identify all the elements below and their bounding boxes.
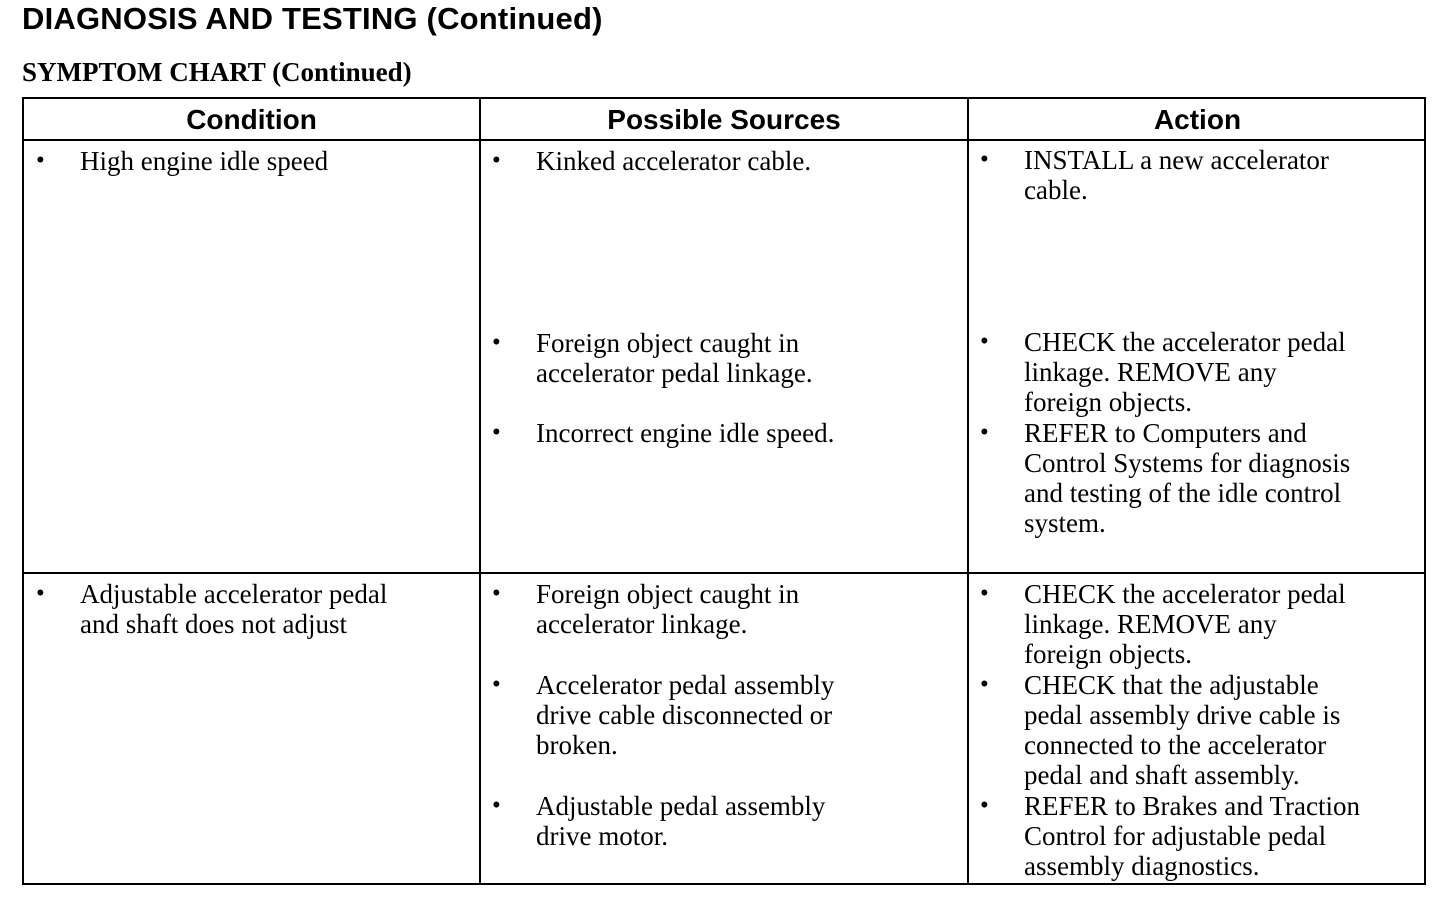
bullet: •: [980, 580, 989, 607]
bullet: •: [492, 580, 501, 607]
bullet: •: [980, 671, 989, 698]
row-divider: [24, 572, 1424, 574]
bullet: •: [492, 792, 501, 819]
source-text: Accelerator pedal assembly drive cable disconnected or broken.: [536, 670, 835, 760]
bullet: •: [980, 792, 989, 819]
condition-text: Adjustable accelerator pedal and shaft does not adjust: [80, 579, 388, 639]
bullet: •: [980, 146, 989, 173]
column-divider: [967, 99, 969, 883]
bullet: •: [980, 328, 989, 355]
column-header-condition: Condition: [186, 104, 317, 135]
bullet: •: [492, 329, 501, 356]
source-text: Foreign object caught in accelerator linkage.: [536, 579, 800, 639]
source-text: Incorrect engine idle speed.: [536, 418, 835, 448]
action-text: REFER to Brakes and Traction Control for adjustable pedal assembly diagnostics.: [1024, 791, 1360, 881]
column-header-action: Action: [1153, 104, 1242, 135]
bullet: •: [36, 580, 45, 607]
action-text: CHECK the accelerator pedal linkage. REMOVE any foreign objects.: [1024, 327, 1346, 417]
bullet: •: [492, 419, 501, 446]
source-text: Adjustable pedal assembly drive motor.: [536, 791, 826, 851]
bullet: •: [492, 671, 501, 698]
source-text: Kinked accelerator cable.: [536, 146, 812, 176]
action-text: CHECK the accelerator pedal linkage. REMOVE any foreign objects.: [1024, 579, 1346, 669]
bullet: •: [36, 147, 45, 174]
bullet: •: [980, 419, 989, 446]
bullet: •: [492, 147, 501, 174]
page-title: DIAGNOSIS AND TESTING (Continued): [22, 1, 603, 36]
source-text: Foreign object caught in accelerator pedal linkage.: [536, 328, 813, 388]
section-title: SYMPTOM CHART (Continued): [22, 57, 412, 87]
column-header-possible-sources: Possible Sources: [607, 104, 841, 135]
condition-text: High engine idle speed: [80, 146, 329, 176]
column-divider: [479, 99, 481, 883]
action-text: REFER to Computers and Control Systems for diagnosis and testing of the idle control system.: [1024, 418, 1351, 538]
action-text: CHECK that the adjustable pedal assembly drive cable is connected to the accelerator pedal and shaft assembly.: [1024, 670, 1341, 790]
symptom-chart-table: [22, 97, 1426, 885]
action-text: INSTALL a new accelerator cable.: [1024, 145, 1329, 205]
